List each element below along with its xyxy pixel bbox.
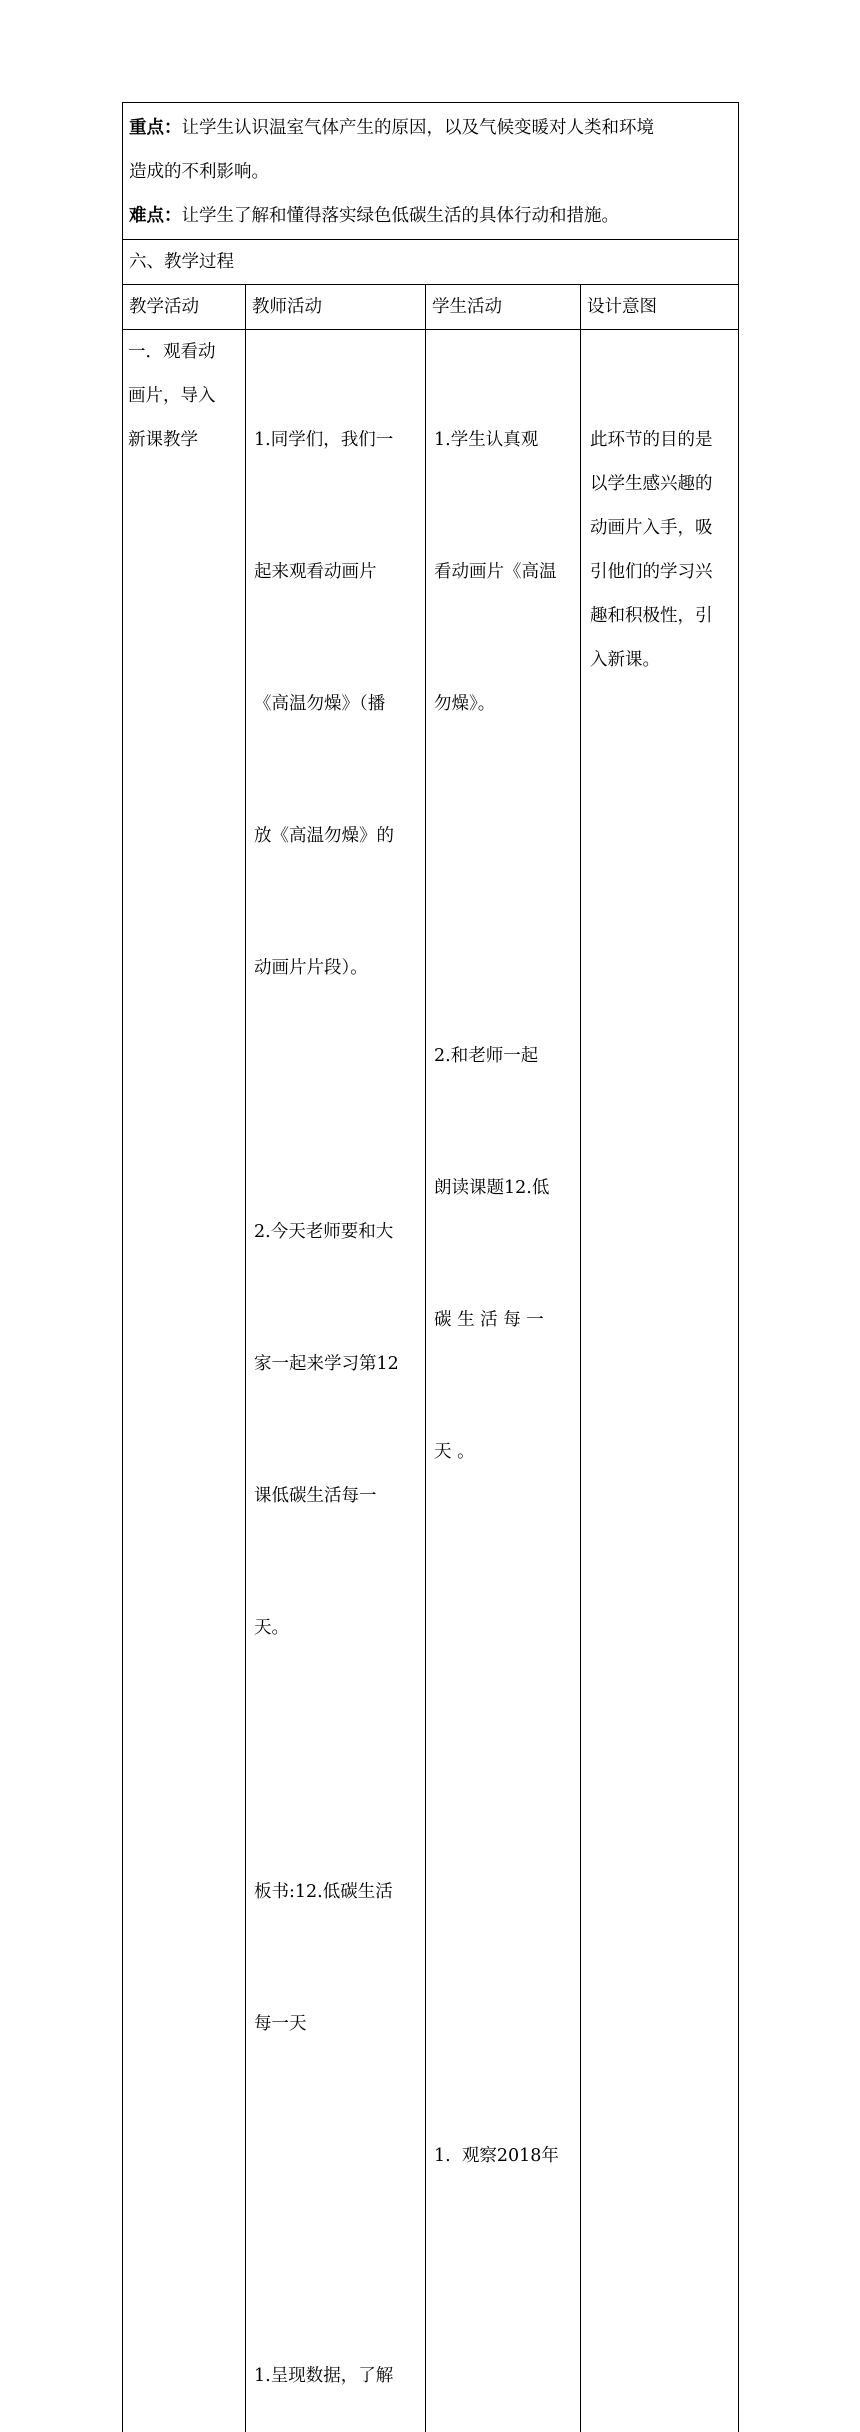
- key-points-cell: [123, 103, 739, 240]
- header-cell: [581, 285, 739, 330]
- intent-line: 入新课。: [590, 638, 730, 682]
- teacher-line: 课低碳生活每一: [254, 1474, 421, 1518]
- teacher-line: 1.同学们，我们一: [254, 418, 421, 462]
- student-line: 勿燥》。: [434, 682, 576, 726]
- design-intent-cell: [581, 330, 739, 2432]
- intent-line: 引他们的学习兴: [590, 550, 730, 594]
- section-title: 六、教学过程: [123, 240, 738, 284]
- activity-cell: [123, 330, 246, 2432]
- teacher-line: 板书:12.低碳生活: [254, 1870, 421, 1914]
- header-cell: [426, 285, 581, 330]
- activity-line: 新课教学: [128, 418, 241, 462]
- intent-line: 此环节的目的是: [590, 418, 730, 462]
- teacher-line: 天。: [254, 1606, 421, 1650]
- nandian-line: [129, 194, 732, 238]
- zhongdian-text: 让学生认识温室气体产生的原因，以及气候变暖对人类和环境: [182, 118, 655, 138]
- intent-line: 以学生感兴趣的: [590, 462, 730, 506]
- student-line: 1. 观察2018年: [434, 2134, 576, 2178]
- intent-line: 动画片入手，吸: [590, 506, 730, 550]
- table-row: [123, 330, 739, 2432]
- table-header-row: [123, 285, 739, 330]
- student-line: 朗读课题12.低: [434, 1166, 576, 1210]
- teacher-line: 动画片片段）。: [254, 946, 421, 990]
- teacher-line: 2.今天老师要和大: [254, 1210, 421, 1254]
- header-teacher: 教师活动: [246, 285, 425, 329]
- student-activity-cell: [426, 330, 581, 2432]
- activity-line: 一．观看动: [128, 330, 241, 374]
- student-line: 天 。: [434, 1430, 576, 1474]
- teacher-line: 每一天: [254, 2002, 421, 2046]
- zhongdian-line-1: [129, 106, 732, 150]
- teacher-line: 起来观看动画片: [254, 550, 421, 594]
- header-cell: [123, 285, 246, 330]
- header-cell: [246, 285, 426, 330]
- teacher-line: 家一起来学习第12: [254, 1342, 421, 1386]
- section-title-cell: [123, 240, 739, 285]
- student-line: 看动画片《高温: [434, 550, 576, 594]
- lesson-plan-table: [122, 102, 739, 2432]
- teacher-line: 放《高温勿燥》的: [254, 814, 421, 858]
- activity-line: 画片，导入: [128, 374, 241, 418]
- nandian-label: 难点：: [129, 206, 182, 226]
- student-line: 碳 生 活 每 一: [434, 1298, 576, 1342]
- teacher-line: 1.呈现数据，了解: [254, 2354, 421, 2398]
- intent-line: 趣和积极性，引: [590, 594, 730, 638]
- student-line: 1.学生认真观: [434, 418, 576, 462]
- header-activity: 教学活动: [123, 285, 245, 329]
- student-line: 2.和老师一起: [434, 1034, 576, 1078]
- header-student: 学生活动: [426, 285, 580, 329]
- section-title-row: [123, 240, 739, 285]
- zhongdian-label: 重点：: [129, 118, 182, 138]
- header-intent: 设计意图: [581, 285, 738, 329]
- nandian-text: 让学生了解和懂得落实绿色低碳生活的具体行动和措施。: [182, 206, 620, 226]
- teacher-activity-cell: [246, 330, 426, 2432]
- teacher-line: 《高温勿燥》（播: [254, 682, 421, 726]
- zhongdian-line-2: 造成的不利影响。: [129, 150, 732, 194]
- key-points-row: [123, 103, 739, 240]
